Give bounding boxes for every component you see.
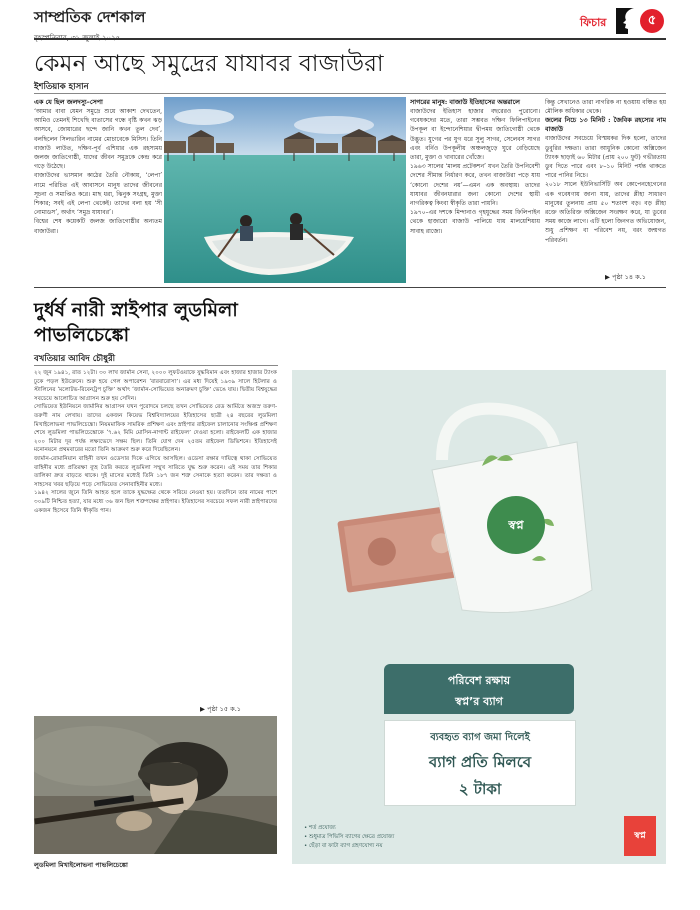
mid-rule: [34, 287, 666, 288]
article2-rule: [34, 365, 278, 366]
subheading: সাগরের মানুষ: বাজাউ ইতিহাসের অন্তরালে: [410, 98, 520, 106]
article2-headline-line1: দুর্ধর্ষ নারী স্নাইপার লুডমিলা: [34, 299, 238, 321]
sniper-image: [34, 716, 277, 854]
sea-village-image: [164, 97, 406, 283]
section-label: ফিচার: [580, 16, 607, 29]
bag-logo-text: স্বপ্ন: [508, 518, 524, 532]
paragraph: ২০১৮ সালে ইউনিভার্সিটি অব কোপেনহেগেনের এক গবেষণায় জানা যায়, তাদের প্লীহা সাধারণ মানুষের তুলনায় প্রায় ৫০ শতাংশ বড়। বড় প্লীহা রক্তে অতিরিক্ত অক্সিজেন সংরক্ষণ করে, যা ডুবের সময় কাজে লাগে। এটি হলো জিনগত অভিযোজন, শুধু প্রশিক্ষণ বা পরিবেশ নয়, বরং জন্মগত পরিবর্তন।: [545, 181, 666, 244]
ad-note: • শর্ত প্রযোজ্য: [304, 825, 336, 831]
article1-rule: [34, 93, 666, 94]
paragraph: জার্মান-রোমানিয়ান বাহিনী তখন ওডেসার দিকে এগিয়ে আসছিল। ওডেসা রক্ষার দায়িত্বে থাকা সোভিয়েত বাহিনীর মধ্যে প্রতিরক্ষা ব্যূহ তৈরি করতে লুডমিলা সম্মুখ সারিতে যুদ্ধ শুরু করেন। এই সময় তার শিকার তালিকা দ্রুত বাড়তে থাকে। দুই মাসের মধ্যেই তিনি ১৮৭ জন শত্রু সেনাকে হত্যা করেন। তার দক্ষতা ও সাহসের খবর ছড়িয়ে পড়ে সোভিয়েত সেনাবাহিনীর মধ্যে।: [34, 455, 277, 488]
ad-banner-line1: পরিবেশ রক্ষায়: [447, 674, 511, 687]
ad-offer-line1: ব্যবহৃত ব্যাগ জমা দিলেই: [430, 732, 530, 743]
article2-body: [34, 369, 277, 699]
section-tab: [580, 8, 666, 34]
article1-headline: কেমন আছে সমুদ্রের যাযাবর বাজাউরা: [34, 51, 384, 77]
paragraph: বাজাউদের ইতিহাস হাজার বছরেরও পুরোনো। গবেষকদের মতে, তারা সম্ভবত দক্ষিণ ফিলিপাইনের উপকূল বা ইন্দোনেশিয়ার দ্বীপময় জাতিগোষ্ঠী থেকে উদ্ভূত। যুগের পর যুগ ধরে সুলু সাগর, সেলেবস সাগর এবং বর্নিও উপকূলীয় অঞ্চলজুড়ে ঘুরে বেড়িয়েছে তারা, মুক্তা ও খাবারের খোঁজে।: [410, 108, 540, 162]
ad-banner-line2: স্বপ্ন’র ব্যাগ: [455, 695, 503, 708]
brand-logo: [624, 816, 656, 856]
sniper-photo: [34, 716, 277, 854]
bag-illustration: [292, 370, 666, 640]
paragraph: বাজাউদের সবচেয়ে বিস্ময়কর দিক হলো, তাদের ডুবুরির দক্ষতা। তারা আধুনিক কোনো অক্সিজেন ট্যাংক ছাড়াই ৬০ মিটার (প্রায় ২০০ ফুট) গভীরতায় ডুব দিতে পারে এবং ৮–১০ মিনিট পর্যন্ত থাকতে পারে পানির নিচে।: [545, 135, 666, 180]
ad-note: • শুধুমাত্র পিভিসি ব্যাগের ক্ষেত্রে প্রযোজ্য: [304, 834, 395, 840]
paragraph: ১৯৭০–এর দশকে মিন্দানাও গৃহযুদ্ধের সময় ফিলিপাইন থেকে হাজারো বাজাউ পালিয়ে যায় মালয়েশিয়ায় সাবাহ রাজ্যে।: [410, 209, 540, 235]
ad-banner: [384, 664, 574, 714]
paragraph: ১৯৪২ সালের জুনে তিনি আহত হলে তাকে যুদ্ধক্ষেত্র থেকে সরিয়ে নেওয়া হয়। ততদিনে তার নামের পাশে ৩০৯টি নিশ্চিত হত্যা, যার মধ্যে ৩৬ জন ছিল শত্রুপক্ষের স্নাইপার। ইতিহাসের সবচেয়ে সফল নারী স্নাইপারদের একজন হিসেবে তিনি স্বীকৃতি পান।: [34, 490, 277, 514]
brand-logo-text: স্বপ্ন: [634, 831, 646, 841]
page-number: ৫: [647, 13, 657, 28]
article2-continued: ▶ পৃষ্ঠা ১৫ ক.১: [200, 705, 241, 713]
article1-column-1: [34, 98, 162, 290]
paragraph: বাজাউদের ভাসমান কাঠের তৈরি নৌকায়, ‘লেপা’ নামে পরিচিত এই আবাসনে মানুষ তাদের জীবনের সূচনা ও সমাপ্তিও করে। মাছ ধরা, ঝিনুক সংগ্রহ, মুক্তা শিকার; সবই এই লেপা থেকেই। তাদের বলা হয় ‘সী নোমাডস’, অর্থাৎ ‘সমুদ্র যাযাবর’।: [34, 172, 162, 217]
page-number-badge: [640, 9, 664, 33]
ad-offer-line2: ব্যাগ প্রতি মিলবে: [428, 753, 532, 771]
subheading: জলের নিচে ১৩ মিনিট : জৈবিক রহস্যের নাম বাজাউ: [545, 116, 666, 134]
article2-headline-line2: পাভলিচেঙ্কো: [34, 324, 130, 346]
ad-notes: [304, 824, 394, 851]
sea-village-photo: [164, 97, 406, 283]
article1-column-3: [545, 98, 666, 268]
paragraph: ১৯৬৩ সালের ‘মালয় প্রটেকশন’ যখন তৈরি উপনিবেশী দেশের সীমান্ত নির্ধারণ করে, তখন বাজাউরা পড়ে যায় ‘কোনো দেশের নয়’—এমন এক অবস্থায়। তাদের যাযাবর জীবনধারার জন্য কোনো দেশের স্থায়ী নাগরিকত্ব কিংবা স্বীকৃতি তারা পায়নি।: [410, 163, 540, 208]
paragraph: কিন্তু সেখানেও তারা নাগরিক না হওয়ায় বঞ্চিত হয় মৌলিক অধিকার থেকে।: [545, 99, 666, 116]
subheading: এক যে ছিল জলদস্যু–সেপা: [34, 98, 103, 106]
article1-continued: ▶ পৃষ্ঠা ১৪ ক.১: [605, 273, 646, 281]
paragraph: ২২ জুন ১৯৪১, রাত ১২টা। ৩০ লাখ জার্মান সেনা, ২০০০ লুফটওয়াফে যুদ্ধবিমান এবং হাজার হাজার ট্যাংক ঢুকে পড়ল ইউক্রেনে। শুরু হয়ে গেল অপারেশন ‘বারবারোসা’। এর মধ্য দিয়েই ১৯৩৯ সালে হিটলার ও স্টালিনের ‘মলোটভ-রিবেনট্রপ চুক্তি’ অর্থাৎ ‘জার্মান-সোভিয়েত অনাক্রমণ চুক্তি’ ভেঙে যায়। দ্বিতীয় বিশ্বযুদ্ধের সবচেয়ে আলোচিত আগ্রাসন শুরু হয় সেদিন।: [34, 370, 277, 402]
ad-offer: [384, 720, 576, 806]
ad-offer-line3: ২ টাকা: [458, 780, 502, 798]
header-rule: [34, 38, 666, 40]
paragraph: ‘আমার বাবা যেমন সমুদ্রে শুয়ে আকাশ দেখতেন, আমিও তেমনই শিখেছি বাতাসের গন্ধে বৃষ্টি কখন ঝড় আসবে, জোয়ারের ছন্দে জানি কখন তুল দেব’, বলছিলেন সিলভারিন নামের মোচাবেকে মিসিস। তিনি বাজাউ লাউত, দক্ষিণ-পূর্ব এশিয়ার এক রহস্যময় জলজ জাতিগোষ্ঠী, যাদের জীবন সমুদ্রকে কেন্দ্র করে গড়ে উঠেছে।: [34, 108, 162, 171]
paragraph: বিশ্বের শেষ কয়েকটি জলজ জাতিগোষ্ঠীর অন্যতম বাজাউরা।: [34, 218, 162, 235]
paragraph: সোভিয়েত ইউনিয়নে জার্মানির আগ্রাসন যখন পুরোদমে চলছে তখন সোভিয়েত রেড আর্মিতে অজস্র তরুণ-তরুণী নাম লেখায়। তাদের একজন কিয়েভ বিশ্ববিদ্যালয়ের ইতিহাসের ছাত্রী ২৪ বছরের লুডমিলা মিখাইলোভনা পাভলিচেঙ্কো। নিয়মমাফিক সামরিক প্রশিক্ষণ এবং স্নাইপার রাইফেল চালানোর সংক্ষিপ্ত প্রশিক্ষণ শেষে লুডমিলা পাভলিচেঙ্কোকে ‘৭.৬২ মিমি মোসিন-নাগান্ট রাইফেল’ দেওয়া হলো। রাইফেলটি এক হাজার ২০০ মিটার দূর পর্যন্ত লক্ষ্যভেদে সক্ষম ছিল। তিনি যোগ দেন ২৫তম রাইফেল ডিভিশনে। ইতিহাসেই মনোনয়নে প্রথমবারের মতো তিনি আক্রমণ শুরু করে দিয়েছিলেন।: [34, 404, 277, 454]
paper-name: সাম্প্রতিক দেশকাল: [34, 8, 146, 26]
article1-author: ইশতিয়াক হাসান: [34, 82, 89, 92]
ad-note: • ছেঁড়া বা ফাটা ব্যাগ গ্রহণযোগ্য নয়: [304, 843, 383, 849]
advertisement: [292, 370, 666, 864]
bag-logo-badge: [487, 496, 545, 554]
photo-caption: লুডমিলা মিখাইলোভনা পাভলিচেঙ্কো: [34, 861, 128, 869]
article1-column-2: [410, 98, 540, 284]
article2-author: বখতিয়ার আবিদ চৌধুরী: [34, 354, 116, 364]
